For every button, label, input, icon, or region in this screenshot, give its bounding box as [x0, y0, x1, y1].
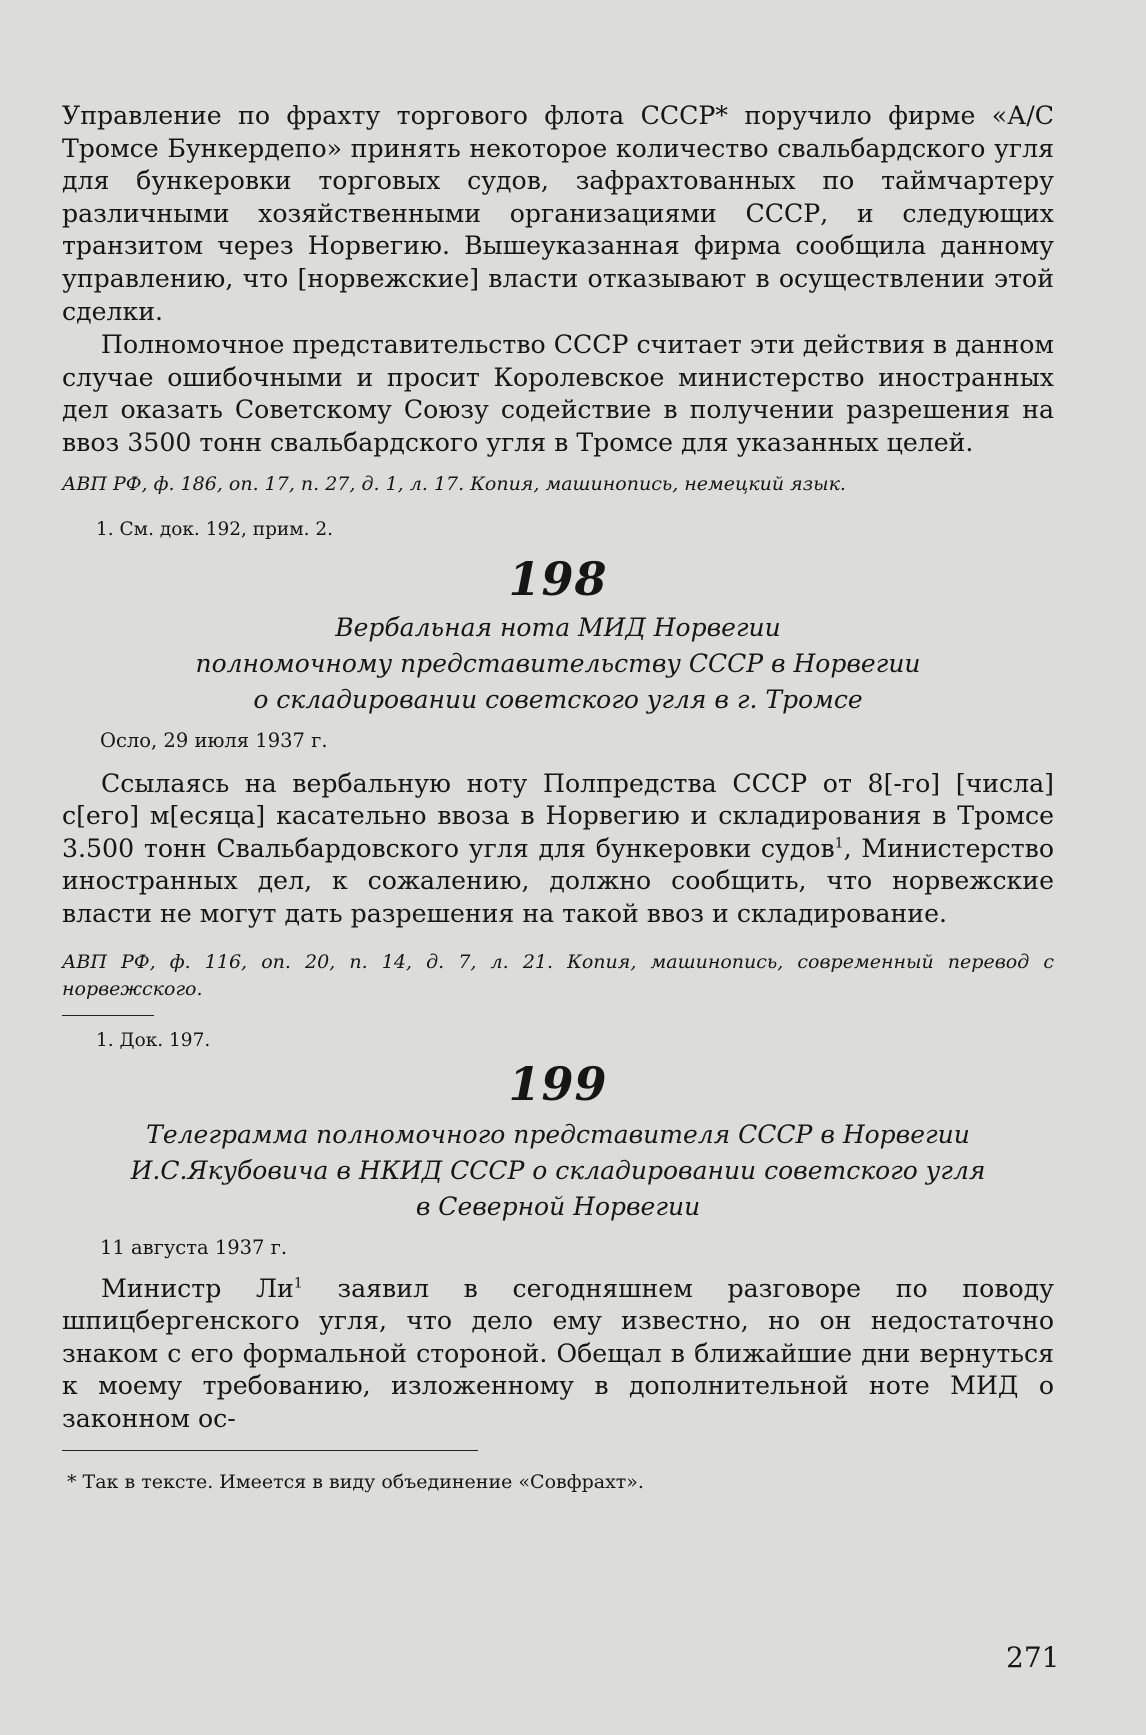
paragraph-1: Управление по фрахту торгового флота СССР* поручило фирме «А/С Тромсе Бункердепо» принять некоторое количество свальбардского угля для бункеровки торговых судов, зафрахтованных по таймчартеру различными хозяйственными организациями СССР, и следующих транзитом через Норвегию. Вышеуказанная фирма сообщила данному управлению, что [норвежские] власти отказывают в осуществлении этой сделки.	[62, 101, 1054, 326]
doc198-note: 1. Док. 197.	[96, 1029, 211, 1051]
document-number-199: 199	[508, 1056, 608, 1111]
doc199-title-line-2: И.С.Якубовича в НКИД СССР о складировании советского угля	[130, 1155, 986, 1185]
doc198-title-line-2: полномочному представительству СССР в Норвегии	[195, 648, 921, 678]
page-content	[62, 100, 1054, 1495]
doc198-body-text-b: , Министерство иностранных дел, к сожалению, должно сообщить, что норвежские власти не могут дать разрешения на такой ввоз и складирование.	[62, 833, 1054, 928]
doc198-footnote-ref: 1	[834, 835, 844, 852]
document-number-198: 198	[508, 551, 608, 606]
page-number: 271	[1006, 1641, 1060, 1674]
footnote-divider	[62, 1450, 478, 1451]
note-divider	[62, 1015, 154, 1016]
doc199-place-date: 11 августа 1937 г.	[100, 1235, 288, 1259]
doc199-body	[62, 1273, 1054, 1436]
doc198-archive-source: АВП РФ, ф. 116, оп. 20, п. 14, д. 7, л. 21. Копия, машинопись, современный перевод с норвежского.	[62, 950, 1054, 1000]
doc198-body	[62, 768, 1054, 931]
doc199-title-line-1: Телеграмма полномочного представителя СССР в Норвегии	[146, 1119, 970, 1149]
doc199-title-line-3: в Северной Норвегии	[415, 1191, 701, 1221]
paragraph-2: Полномочное представительство СССР считает эти действия в данном случае ошибочными и просит Королевское министерство иностранных дел оказать Советскому Союзу содействие в получении разрешения на ввоз 3500 тонн свальбардского угля в Тромсе для указанных целей.	[62, 330, 1054, 457]
page-footnote: * Так в тексте. Имеется в виду объединение «Совфрахт».	[67, 1471, 644, 1494]
doc198-title-line-1: Вербальная нота МИД Норвегии	[335, 612, 781, 642]
doc198-body-text-a: Ссылаясь на вербальную ноту Полпредства СССР от 8[-го] [числа] с[его] м[есяца] касательно ввоза в Норвегию и складирования в Тромсе 3.500 тонн Свальбардовского угля для бункеровки судов	[62, 768, 1054, 863]
archive-source-1: АВП РФ, ф. 186, оп. 17, п. 27, д. 1, л. 17. Копия, машинопись, немецкий язык.	[62, 472, 846, 495]
doc199-footnote-ref: 1	[293, 1275, 303, 1292]
doc199-body-text-a: Министр Ли	[101, 1273, 294, 1303]
note-1: 1. См. док. 192, прим. 2.	[96, 518, 334, 540]
doc199-body-text-b: заявил в сегодняшнем разговоре по поводу шпицбергенского угля, что дело ему известно, но он недостаточно знаком с его формальной стороной. Обещал в ближайшие дни вернуться к моему требованию, изложенному в дополнительной ноте МИД о законном ос-	[62, 1273, 1054, 1433]
doc198-title-line-3: о складировании советского угля в г. Тромсе	[253, 684, 863, 714]
doc198-place-date: Осло, 29 июля 1937 г.	[100, 728, 328, 752]
